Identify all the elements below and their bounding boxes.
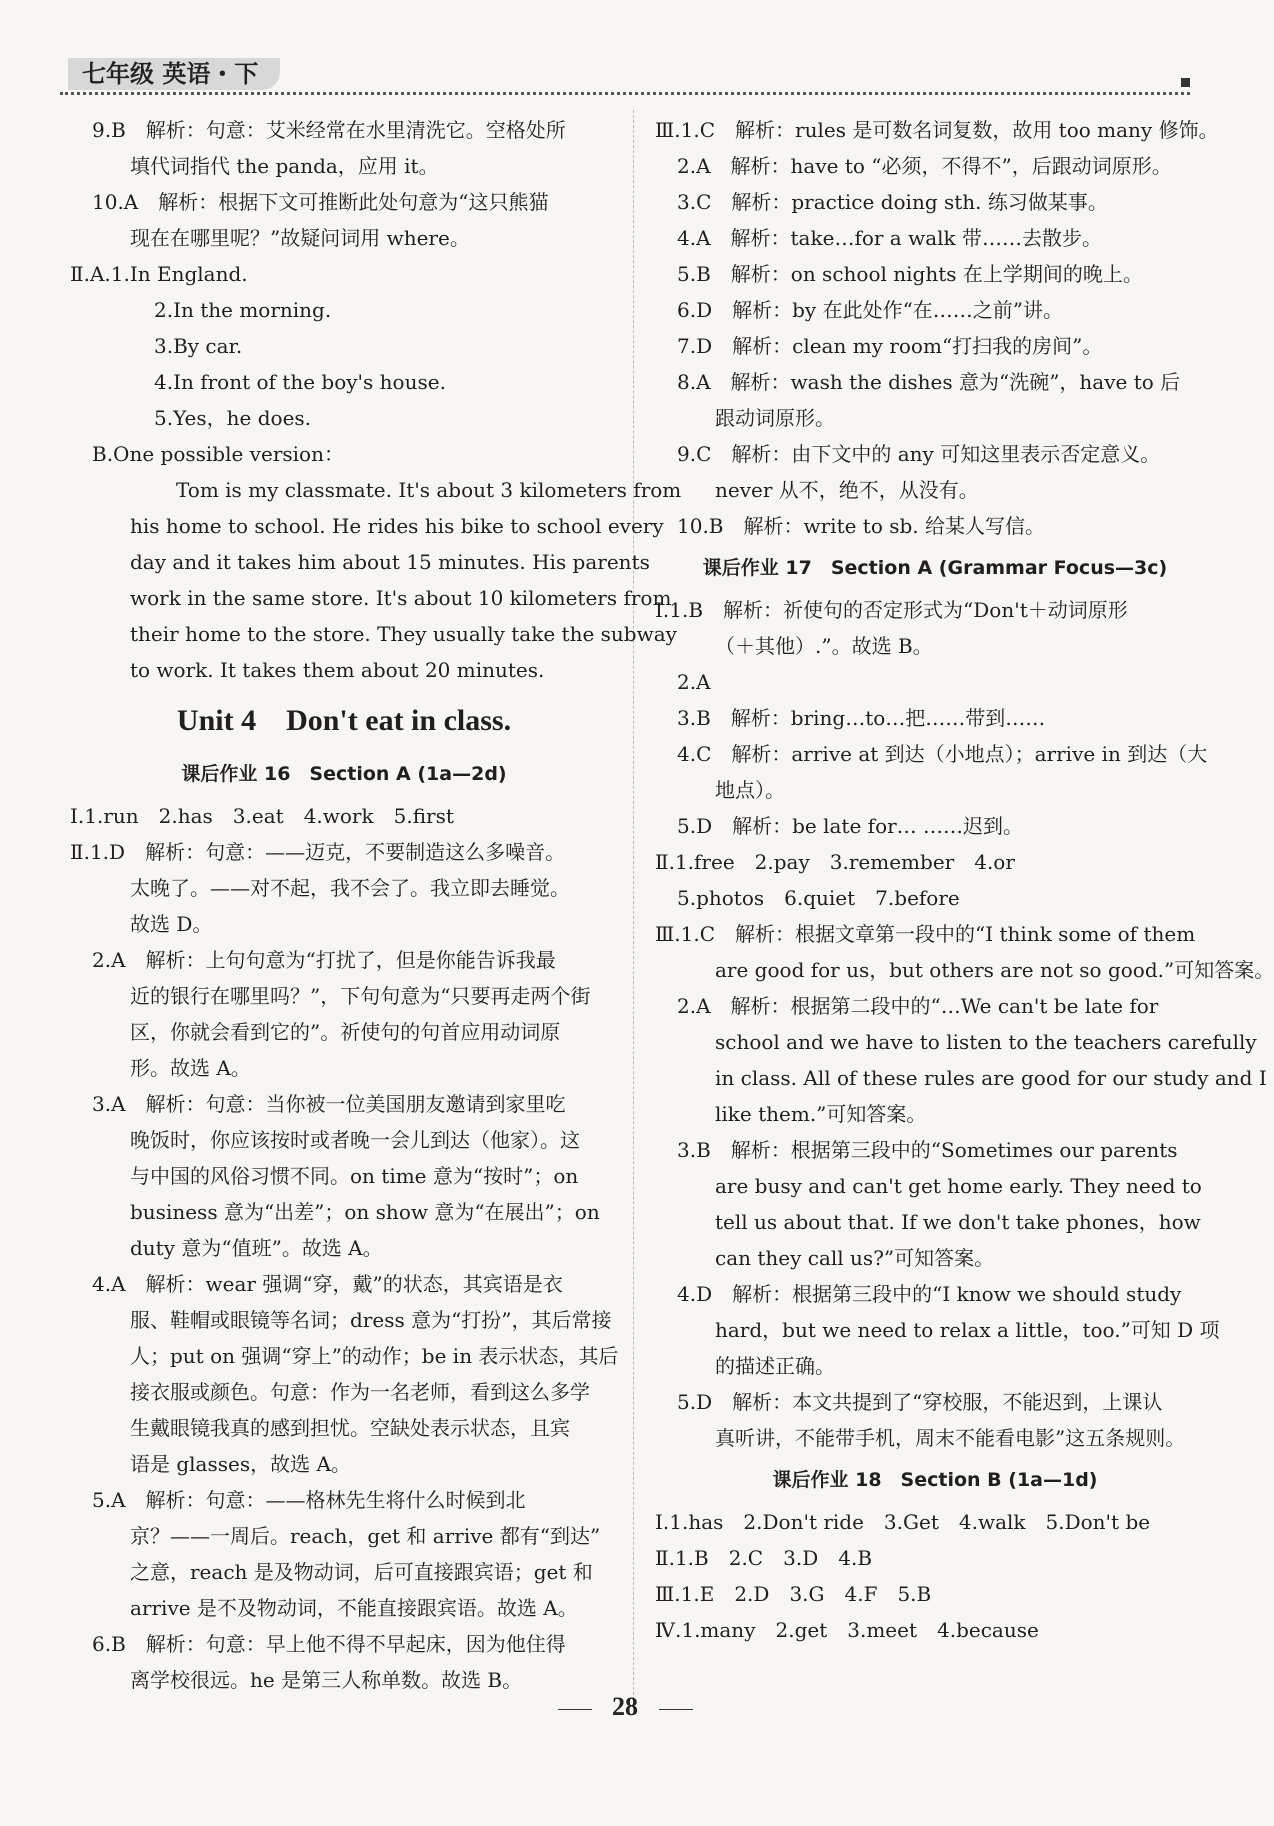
page-number: 28 xyxy=(612,1692,638,1721)
answer-line: 5.D 解析：本文共提到了“穿校服，不能迟到，上课认 xyxy=(677,1390,1163,1414)
answer-line: Ⅱ.A.1.In England. xyxy=(70,262,248,286)
unit-title: Unit 4 Don't eat in class. xyxy=(176,704,512,737)
answer-line: 2.A 解析：上句句意为“打扰了，但是你能告诉我最 xyxy=(92,948,556,972)
answer-line: 4.C 解析：arrive at 到达（小地点）；arrive in 到达（大 xyxy=(677,742,1208,766)
answer-line: 5.A 解析：句意：——格林先生将什么时候到北 xyxy=(92,1488,526,1512)
answer-line: school and we have to listen to the teachers carefully xyxy=(715,1030,1257,1054)
answer-line: duty 意为“值班”。故选 A。 xyxy=(130,1236,383,1260)
answer-line: Ⅱ.1.B 2.C 3.D 4.B xyxy=(655,1546,873,1570)
answer-line: 10.B 解析：write to sb. 给某人写信。 xyxy=(677,514,1046,538)
answer-line: 故选 D。 xyxy=(130,912,213,936)
page-footer xyxy=(0,1692,1250,1722)
answer-line: 10.A 解析：根据下文可推断此处句意为“这只熊猫 xyxy=(92,190,549,214)
answer-line: tell us about that. If we don't take phones，how xyxy=(715,1210,1201,1234)
answer-line: 9.B 解析：句意：艾米经常在水里清洗它。空格处所 xyxy=(92,118,566,142)
answer-line: hard，but we need to relax a little，too.”可知 D 项 xyxy=(715,1318,1220,1342)
answer-line: 5.photos 6.quiet 7.before xyxy=(677,886,960,910)
header-square-mark xyxy=(1181,78,1190,87)
answer-line: 区，你就会看到它的”。祈使句的句首应用动词原 xyxy=(130,1020,561,1044)
answer-line: Ⅰ.1.run 2.has 3.eat 4.work 5.first xyxy=(70,804,454,828)
answer-line: 生戴眼镜我真的感到担忧。空缺处表示状态，且宾 xyxy=(130,1416,570,1440)
answer-line: 之意，reach 是及物动词，后可直接跟宾语；get 和 xyxy=(130,1560,593,1584)
answer-line: 近的银行在哪里吗？”，下句句意为“只要再走两个街 xyxy=(130,984,591,1008)
answer-line: 9.C 解析：由下文中的 any 可知这里表示否定意义。 xyxy=(677,442,1161,466)
answer-line: 3.B 解析：bring…to…把……带到…… xyxy=(677,706,1046,730)
right-column xyxy=(655,112,1274,1648)
answer-line: 填代词指代 the panda，应用 it。 xyxy=(130,154,439,178)
answer-line: in class. All of these rules are good for our study and I xyxy=(715,1066,1267,1090)
answer-line: 地点）。 xyxy=(715,778,785,802)
column-divider xyxy=(633,110,634,1705)
answer-line: can they call us?”可知答案。 xyxy=(715,1246,995,1270)
answer-line: like them.”可知答案。 xyxy=(715,1102,927,1126)
answer-line: business 意为“出差”；on show 意为“在展出”；on xyxy=(130,1200,600,1224)
answer-line: Ⅲ.1.C 解析：rules 是可数名词复数，故用 too many 修饰。 xyxy=(655,118,1219,142)
section-heading: 课后作业 16 Section A (1a—2d) xyxy=(181,763,507,785)
answer-line: are busy and can't get home early. They need to xyxy=(715,1174,1202,1198)
answer-line: 3.C 解析：practice doing sth. 练习做某事。 xyxy=(677,190,1108,214)
answer-line: 2.A xyxy=(677,670,711,694)
answer-line: 晚饭时，你应该按时或者晚一会儿到达（他家）。这 xyxy=(130,1128,580,1152)
answer-line: 的描述正确。 xyxy=(715,1354,835,1378)
answer-line: 6.D 解析：by 在此处作“在……之前”讲。 xyxy=(677,298,1064,322)
section-heading: 课后作业 17 Section A (Grammar Focus—3c) xyxy=(702,557,1168,579)
answer-line: Ⅱ.1.D 解析：句意：——迈克，不要制造这么多噪音。 xyxy=(70,840,566,864)
answer-line: 5.B 解析：on school nights 在上学期间的晚上。 xyxy=(677,262,1143,286)
answer-line: 语是 glasses，故选 A。 xyxy=(130,1452,351,1476)
section-heading: 课后作业 18 Section B (1a—1d) xyxy=(772,1469,1098,1491)
answer-line: 3.A 解析：句意：当你被一位美国朋友邀请到家里吃 xyxy=(92,1092,566,1116)
answer-line: 3.By car. xyxy=(154,334,243,358)
answer-line: 接衣服或颜色。句意：作为一名老师，看到这么多学 xyxy=(130,1380,590,1404)
answer-line: 6.B 解析：句意：早上他不得不早起床，因为他住得 xyxy=(92,1632,566,1656)
answer-line: 4.A 解析：take…for a walk 带……去散步。 xyxy=(677,226,1102,250)
answer-line: 京？——一周后。reach，get 和 arrive 都有“到达” xyxy=(130,1524,601,1548)
book-title: 七年级 英语・下 xyxy=(68,58,280,90)
answer-line: 3.B 解析：根据第三段中的“Sometimes our parents xyxy=(677,1138,1178,1162)
answer-line: their home to the store. They usually take the subway xyxy=(130,622,677,646)
answer-line: 4.D 解析：根据第三段中的“I know we should study xyxy=(677,1282,1182,1306)
answer-line: Ⅲ.1.E 2.D 3.G 4.F 5.B xyxy=(655,1582,932,1606)
answer-line: 4.A 解析：wear 强调“穿，戴”的状态，其宾语是衣 xyxy=(92,1272,563,1296)
answer-line: B.One possible version： xyxy=(92,442,344,466)
answer-line: （＋其他）.”。故选 B。 xyxy=(715,634,933,658)
answer-line: 4.In front of the boy's house. xyxy=(154,370,446,394)
answer-line: 8.A 解析：wash the dishes 意为“洗碗”，have to 后 xyxy=(677,370,1181,394)
answer-line: 真听讲，不能带手机，周末不能看电影”这五条规则。 xyxy=(715,1426,1186,1450)
answer-line: 太晚了。——对不起，我不会了。我立即去睡觉。 xyxy=(130,876,570,900)
page-header xyxy=(60,58,1190,95)
answer-line: work in the same store. It's about 10 kilometers from xyxy=(130,586,672,610)
answer-line: never 从不，绝不，从没有。 xyxy=(715,478,979,502)
answer-line: day and it takes him about 15 minutes. His parents xyxy=(130,550,650,574)
answer-line: 人；put on 强调“穿上”的动作；be in 表示状态，其后 xyxy=(130,1344,619,1368)
answer-line: to work. It takes them about 20 minutes. xyxy=(130,658,545,682)
answer-line: Ⅰ.1.has 2.Don't ride 3.Get 4.walk 5.Don't be xyxy=(655,1510,1151,1534)
answer-line: Ⅰ.1.B 解析：祈使句的否定形式为“Don't＋动词原形 xyxy=(655,598,1128,622)
answer-line: his home to school. He rides his bike to school every xyxy=(130,514,664,538)
answer-line: 2.A 解析：have to “必须，不得不”，后跟动词原形。 xyxy=(677,154,1172,178)
footer-dash-right xyxy=(659,1709,693,1710)
answer-line: Ⅳ.1.many 2.get 3.meet 4.because xyxy=(655,1618,1039,1642)
answer-line: 2.A 解析：根据第二段中的“…We can't be late for xyxy=(677,994,1159,1018)
answer-line: 与中国的风俗习惯不同。on time 意为“按时”；on xyxy=(130,1164,579,1188)
answer-line: 跟动词原形。 xyxy=(715,406,835,430)
answer-line: 5.Yes，he does. xyxy=(154,406,312,430)
left-column xyxy=(70,112,682,1698)
answer-line: arrive 是不及物动词，不能直接跟宾语。故选 A。 xyxy=(130,1596,578,1620)
answer-line: Ⅲ.1.C 解析：根据文章第一段中的“I think some of them xyxy=(655,922,1196,946)
answer-line: 服、鞋帽或眼镜等名词；dress 意为“打扮”，其后常接 xyxy=(130,1308,612,1332)
answer-line: Ⅱ.1.free 2.pay 3.remember 4.or xyxy=(655,850,1015,874)
answer-line: 2.In the morning. xyxy=(154,298,332,322)
answer-line: 现在在哪里呢？”故疑问词用 where。 xyxy=(130,226,470,250)
footer-dash-left xyxy=(558,1709,592,1710)
answer-line: 5.D 解析：be late for… ……迟到。 xyxy=(677,814,1024,838)
answer-line: are good for us，but others are not so good.”可知答案。 xyxy=(715,958,1274,982)
answer-line: Tom is my classmate. It's about 3 kilometers from xyxy=(176,478,682,502)
answer-line: 离学校很远。he 是第三人称单数。故选 B。 xyxy=(130,1668,523,1692)
answer-line: 7.D 解析：clean my room“打扫我的房间”。 xyxy=(677,334,1103,358)
answer-line: 形。故选 A。 xyxy=(130,1056,251,1080)
